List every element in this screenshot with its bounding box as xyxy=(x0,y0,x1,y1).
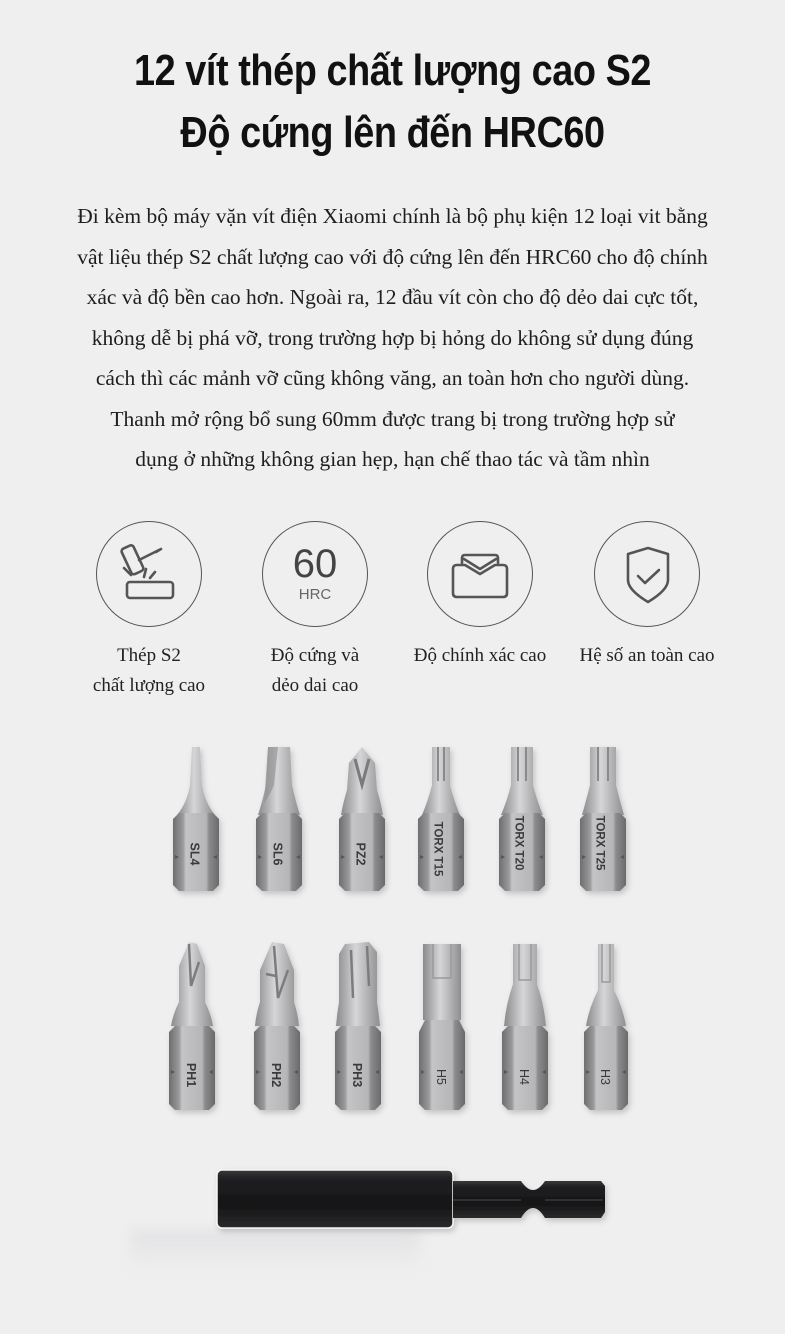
feature-label: Độ chính xác cao xyxy=(413,645,547,666)
bit-label: H5 xyxy=(433,1069,448,1085)
hrc-number: 60 xyxy=(292,542,338,586)
description-line: Thanh mở rộng bổ sung 60mm được trang bị trong trường hợp sử xyxy=(110,406,675,431)
description-line: vật liệu thép S2 chất lượng cao với độ cứng lên đến HRC60 cho độ chính xyxy=(77,244,708,269)
description-line: cách thì các mảnh vỡ cũng không văng, an toàn hơn cho người dùng. xyxy=(95,366,690,390)
bit-torx-t25 xyxy=(578,745,628,891)
bit-h5 xyxy=(417,940,467,1110)
bit-ph2 xyxy=(252,940,302,1110)
description-line: dụng ở những không gian hẹp, hạn chế thao tác và tầm nhìn xyxy=(135,447,650,471)
bit-torx-t15 xyxy=(416,745,466,891)
bit-pz2 xyxy=(337,745,387,891)
description-line: Đi kèm bộ máy vặn vít điện Xiaomi chính là bộ phụ kiện 12 loại vit bằng xyxy=(77,204,708,228)
feature-label: Hệ số an toàn cao xyxy=(579,645,715,666)
bit-h3 xyxy=(581,940,631,1110)
extension-bar xyxy=(215,1168,605,1230)
title-line-1: 12 vít thép chất lượng cao S2 xyxy=(133,46,652,95)
bit-sl4 xyxy=(171,745,221,891)
hrc-unit: HRC xyxy=(298,586,332,603)
bit-label: H4 xyxy=(516,1069,531,1085)
bit-sl6 xyxy=(254,745,304,891)
extension-shadow xyxy=(130,1230,420,1270)
bit-ph1 xyxy=(167,940,217,1110)
bit-label: TORX T20 xyxy=(512,815,525,871)
bit-label: TORX T25 xyxy=(593,815,606,871)
description-line: không dễ bị phá vỡ, trong trường hợp bị hỏng do không sử dụng đúng xyxy=(91,325,694,350)
bit-label: SL6 xyxy=(270,842,285,866)
bit-ph3 xyxy=(333,940,383,1110)
bit-label: TORX T15 xyxy=(431,821,444,877)
bit-label: H3 xyxy=(597,1069,612,1085)
feature-label: Độ cứng và dẻo dai cao xyxy=(270,645,360,696)
bit-label: SL4 xyxy=(187,842,202,866)
bit-label: PH3 xyxy=(350,1062,365,1088)
description-line: xác và độ bền cao hơn. Ngoài ra, 12 đầu vít còn cho độ dẻo dai cực tốt, xyxy=(86,285,699,309)
bit-label: PH2 xyxy=(269,1062,284,1088)
feature-label: Thép S2 chất lượng cao xyxy=(92,645,206,696)
bit-h4 xyxy=(500,940,550,1110)
bit-label: PZ2 xyxy=(353,842,368,866)
bit-label: PH1 xyxy=(184,1062,199,1088)
bit-torx-t20 xyxy=(497,745,547,891)
title-line-2: Độ cứng lên đến HRC60 xyxy=(180,108,605,157)
